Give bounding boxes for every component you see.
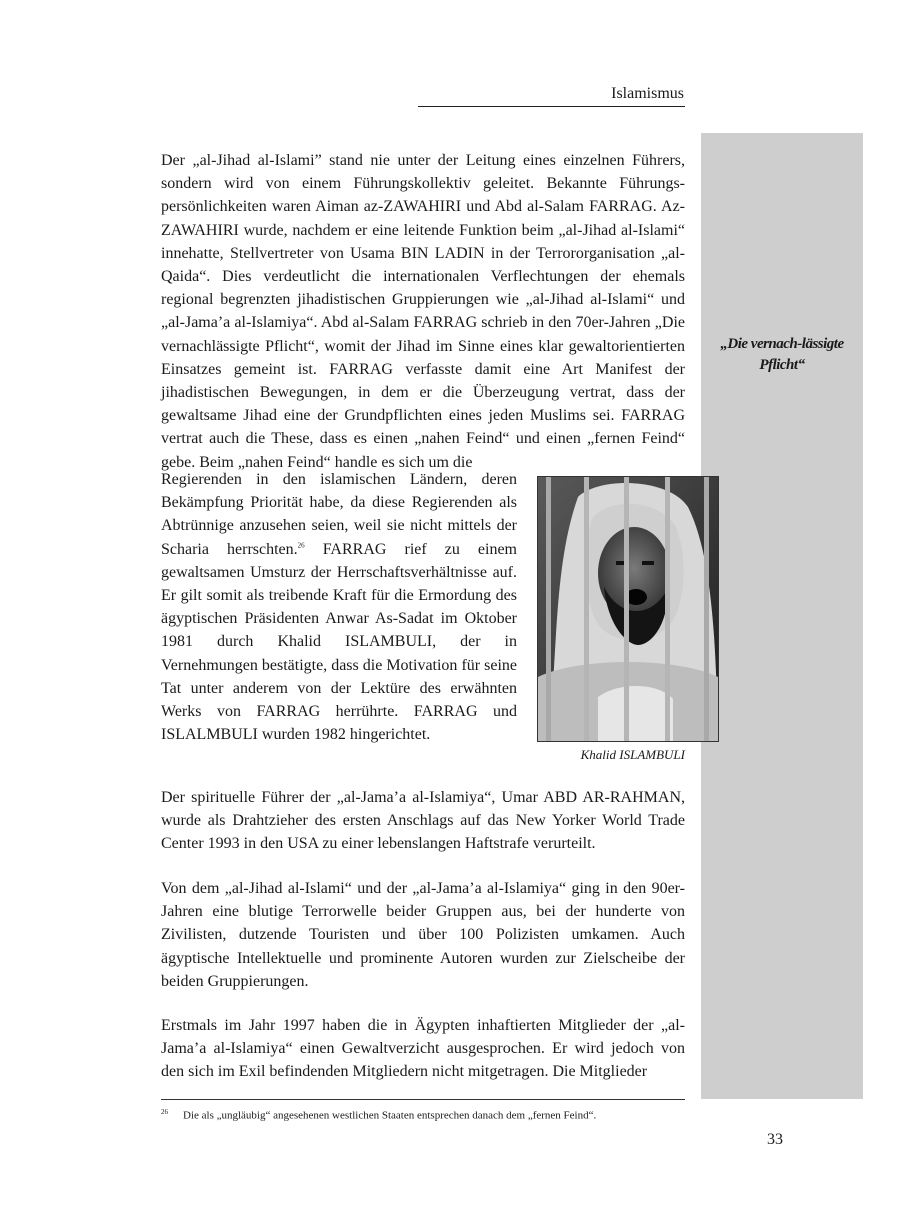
header-rule	[418, 106, 685, 107]
paragraph-2	[161, 468, 517, 746]
margin-note: „Die vernach-lässigte Pflicht“	[720, 336, 844, 373]
page-number: 33	[767, 1131, 783, 1148]
margin-sidebar	[701, 133, 863, 1099]
paragraph-4: Von dem „al-Jihad al-Islami“ und der „al-Jama’a al-Islamiya“ ging in den 90er-Jahren eine blutige Terrorwelle beider Gruppen aus, bei der hunderte von Zivilisten, dutzende Touristen und über 100 Polizisten umkamen. Auch ägyptische Intellektuelle und prominente Autoren wurden zur Zielscheibe der beiden Gruppierungen.	[161, 880, 685, 990]
running-header: Islamismus	[611, 85, 684, 102]
footnote-number: 26	[161, 1108, 168, 1116]
paragraph-2-text-a: Regierenden in den islamischen Ländern, deren Bekämpfung Priorität habe, da diese Regierenden als Abtrünnige anzusehen seien, weil sie nicht mittels der Scharia herrschten.	[161, 471, 517, 558]
paragraph-3: Der spirituelle Führer der „al-Jama’a al-Islamiya“, Umar ABD AR-RAHMAN, wurde als Drahtzieher des ersten Anschlags auf das New Yorker World Trade Center 1993 in den USA zu einer lebenslangen Haftstrafe verurteilt.	[161, 789, 685, 853]
paragraph-2-text-b: FARRAG rief zu einem gewaltsamen Umsturz der Herrschaftsverhältnisse auf. Er gilt somit als treibende Kraft für die Ermordung des ägyptischen Präsidenten Anwar As-Sadat im Oktober 1981 durch Khalid ISLAMBULI, der in Vernehmungen bestätigte, dass die Motivation für seine Tat unter anderem von der Lektüre des erwähnten Werks von FARRAG herrührte. FARRAG und ISLALMBULI wurden 1982 hingerichtet.	[161, 540, 518, 744]
portrait-photo	[537, 476, 719, 742]
prisoner-behind-bars-image	[538, 477, 718, 741]
footnote-text: Die als „ungläubig“ angesehenen westlichen Staaten entsprechen danach dem „fernen Feind“.	[183, 1109, 597, 1122]
paragraph-1: Der „al-Jihad al-Islami” stand nie unter der Leitung eines einzelnen Führers, sondern wird von einem Führungskollektiv geleitet. Bekannte Führungspersönlichkeiten waren Aiman az-ZAWAHIRI und Abd al-Salam FARRAG. Az-ZAWAHIRI wurde, nachdem er eine leitende Funktion beim „al-Jihad al-Islami“ innehatte, Stellvertreter von Usama BIN LADIN in der Terrororganisation „al-Qaida“. Dies verdeutlicht die internationalen Verflechtungen der ehemals regional begrenzten jihadistischen Gruppierungen wie „al-Jihad al-Islami“ und „al-Jama’a al-Islamiya“. Abd al-Salam FARRAG schrieb in den 70er-Jahren „Die vernachlässigte Pflicht“, womit der Jihad im Sinne eines klar gewaltorientierten Einsatzes gemeint ist. FARRAG verfasste damit eine Art Manifest der jihadistischen Bewegungen, in dem er die Überzeugung vertrat, dass der gewaltsame Jihad eine der Grundpflichten eines jeden Muslims sei. FARRAG vertrat auch die These, dass es einen „nahen Feind“ und einen „fernen Feind“ gebe. Beim „nahen Feind“ handle es sich um die	[161, 152, 685, 471]
photo-caption: Khalid ISLAMBULI	[580, 747, 685, 762]
paragraph-5: Erstmals im Jahr 1997 haben die in Ägypten inhaftierten Mitglieder der „al-Jama’a al-Islamiya“ einen Gewaltverzicht ausgesprochen. Er wird jedoch von den sich im Exil befindenden Mitgliedern nicht mitgetragen. Die Mitglieder	[161, 1017, 685, 1081]
footnote-reference[interactable]: 26	[297, 541, 305, 550]
footnote-rule	[161, 1099, 685, 1100]
footnote	[161, 1105, 685, 1123]
